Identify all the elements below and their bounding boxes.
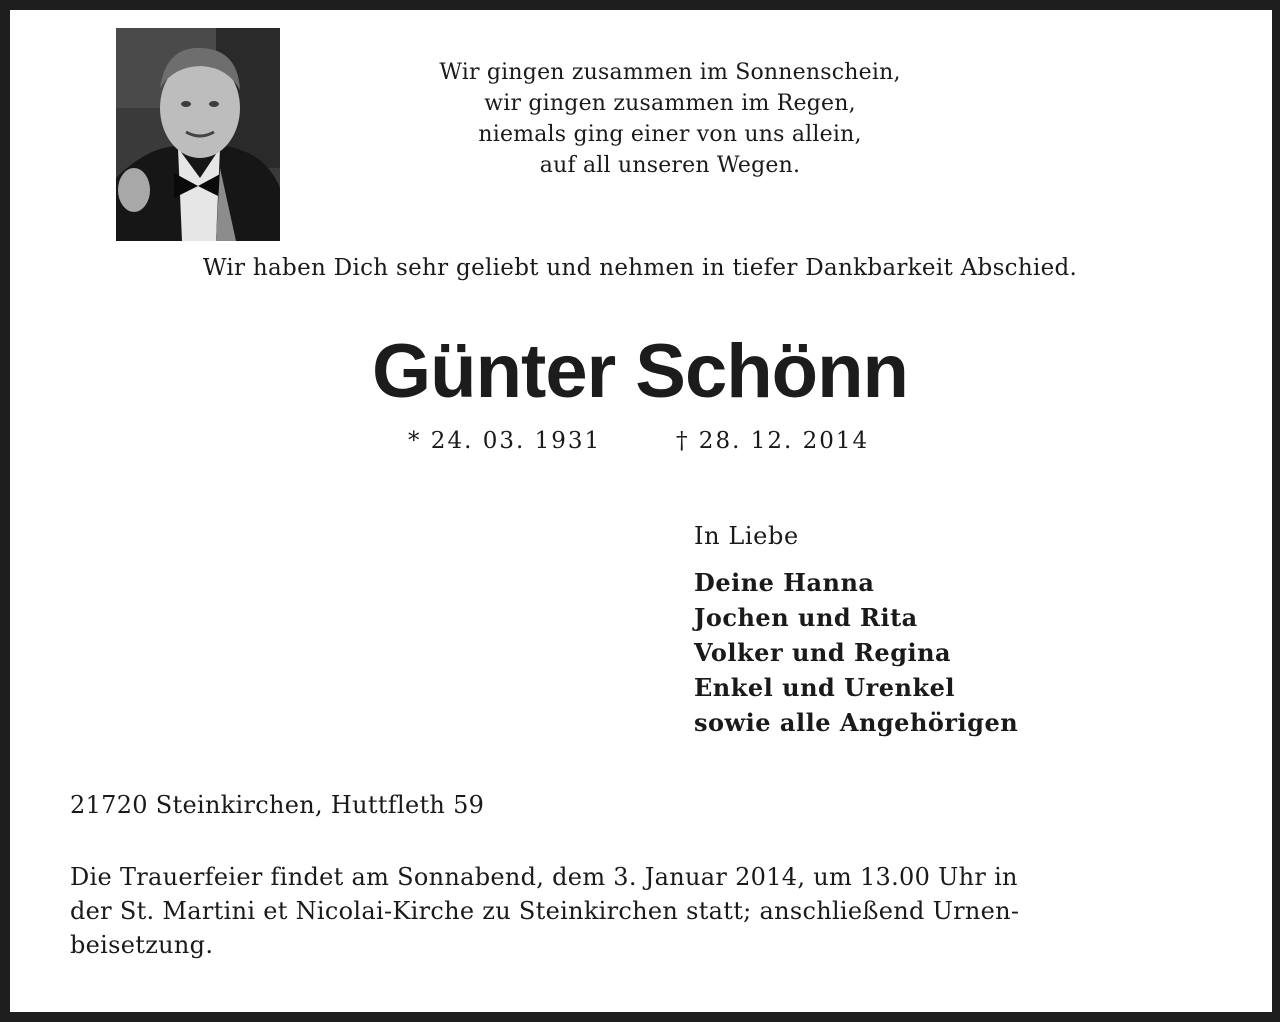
mourners-intro: In Liebe xyxy=(694,522,799,550)
mourner-name: Volker und Regina xyxy=(694,638,952,667)
service-line: beisetzung. xyxy=(70,931,214,959)
poem-line: Wir gingen zusammen im Sonnenschein, xyxy=(439,60,901,85)
portrait-photo xyxy=(116,28,280,241)
mourner-name: Jochen und Rita xyxy=(694,603,918,632)
deceased-name: Günter Schönn xyxy=(372,329,908,414)
mourner-name: Enkel und Urenkel xyxy=(694,673,955,702)
poem-line: wir gingen zusammen im Regen, xyxy=(484,91,856,116)
service-line: der St. Martini et Nicolai-Kirche zu Steinkirchen statt; anschließend Urnen- xyxy=(70,897,1020,925)
death-date: † 28. 12. 2014 xyxy=(676,428,870,454)
funeral-service-info xyxy=(70,860,1019,962)
mourner-name: sowie alle Angehörigen xyxy=(694,708,1019,737)
family-address: 21720 Steinkirchen, Huttfleth 59 xyxy=(70,791,485,819)
mourner-name: Deine Hanna xyxy=(694,568,875,597)
mourners-block xyxy=(694,522,1018,740)
poem-line: auf all unseren Wegen. xyxy=(539,153,801,178)
farewell-text: Wir haben Dich sehr geliebt und nehmen in tiefer Dankbarkeit Abschied. xyxy=(202,255,1078,281)
poem-line: niemals ging einer von uns allein, xyxy=(478,122,862,147)
memorial-poem xyxy=(360,57,980,181)
service-line: Die Trauerfeier findet am Sonnabend, dem 3. Januar 2014, um 13.00 Uhr in xyxy=(70,863,1018,891)
portrait-image xyxy=(116,28,280,241)
birth-date: * 24. 03. 1931 xyxy=(408,428,602,454)
